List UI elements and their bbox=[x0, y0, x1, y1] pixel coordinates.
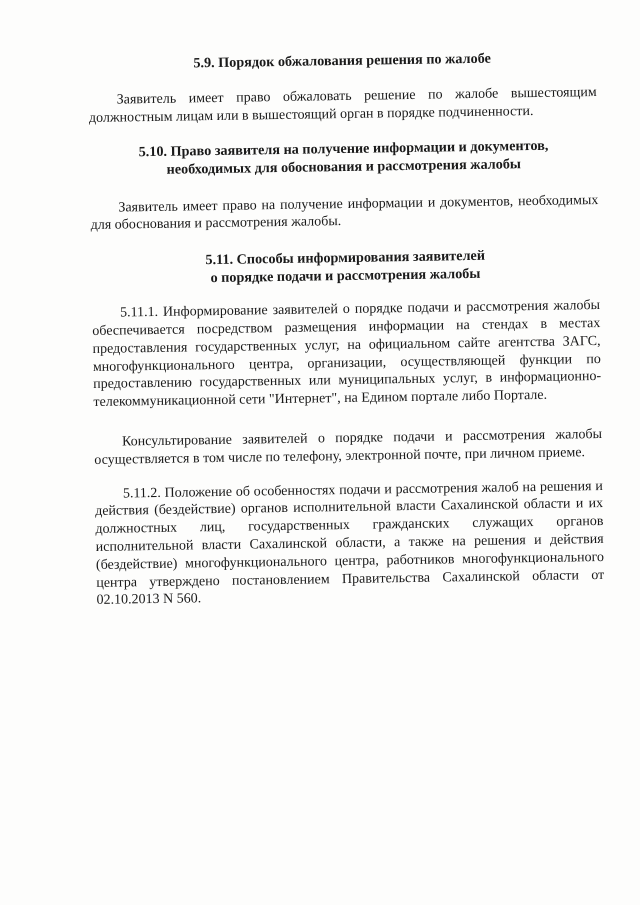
section-5-10-heading-line2: необходимых для обоснования и рассмотрения жалобы bbox=[166, 155, 522, 178]
section-5-9-heading: 5.9. Порядок обжалования решения по жалобе bbox=[193, 50, 491, 72]
section-5-11-heading-line2: о порядке подачи и рассмотрения жалобы bbox=[210, 266, 481, 287]
section-5-11-1-paragraph: 5.11.1. Информирование заявителей о порядке подачи и рассмотрения жалобы обеспечивается посредством размещения информации на стендах в местах предоставления государственных услуг, на официальном сайте агентства ЗАГС, многофункционального центра, организации, осуществляющей функции по предоставлению государственных или муниципальных услуг, в информационно-телекоммуникационной сети "Интернет", на Едином портале либо Портале. bbox=[92, 298, 602, 411]
consultation-paragraph: Консультирование заявителей о порядке подачи и рассмотрения жалобы осуществляется в том числе по телефону, электронной почте, при личном приеме. bbox=[94, 426, 603, 468]
section-5-9-paragraph: Заявитель имеет право обжаловать решение по жалобе вышестоящим должностным лицам или в вышестоящий орган в порядке подчиненности. bbox=[88, 85, 597, 126]
document-body bbox=[88, 48, 605, 610]
section-5-11-2-paragraph: 5.11.2. Положение об особенностях подачи и рассмотрения жалоб на решения и действия (бездействие) органов исполнительной власти Сахалинской области и их должностных лиц, государственных гражданских служащих органов исполнительной власти Сахалинской области, а также на решения и действия (бездействие) многофункционального центра, работников многофункционального центра утверждено постановлением Правительства Сахалинской области от 02.10.2013 N 560. bbox=[95, 478, 605, 609]
section-5-10-heading-line1: 5.10. Право заявителя на получение информации и документов, bbox=[138, 137, 549, 160]
section-5-11-heading-line1: 5.11. Способы информирования заявителей bbox=[205, 247, 486, 269]
section-5-10-paragraph: Заявитель имеет право на получение информации и документов, необходимых для обоснования и рассмотрения жалобы. bbox=[90, 192, 599, 234]
